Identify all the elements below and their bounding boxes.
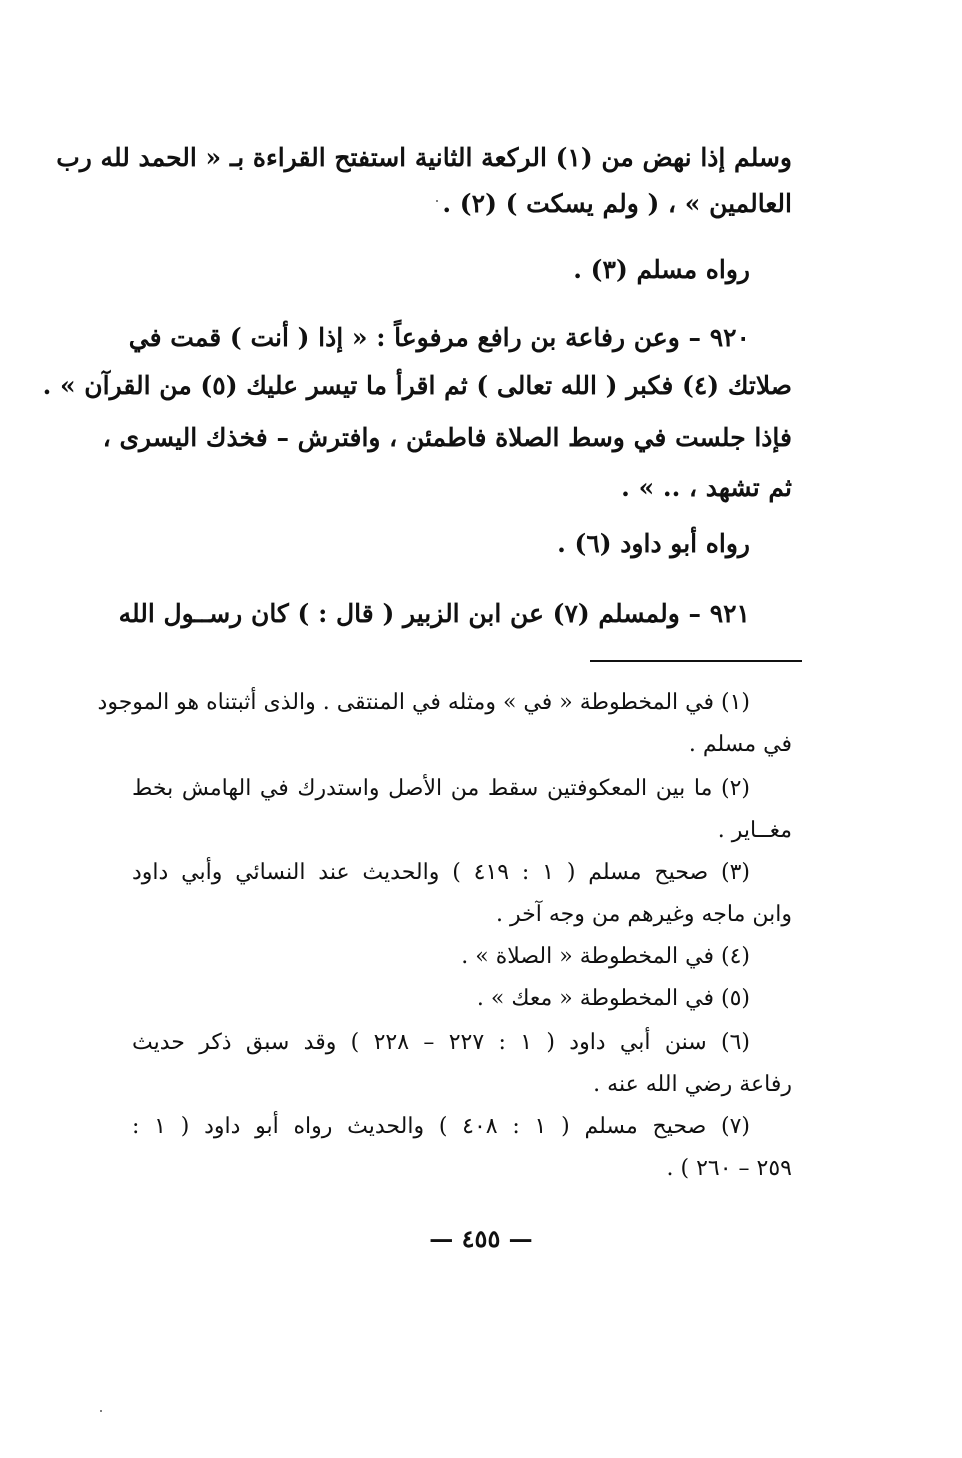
footnote-7-line-2: ٢٥٩ – ٢٦٠ ) . — [666, 1156, 792, 1181]
footnote-1-line-2: في مسلم . — [688, 732, 792, 757]
footnote-7-line-1: (٧) صحيح مسلم ( ١ : ٤٠٨ ) والحديث رواه أبو داود ( ١ : — [132, 1114, 751, 1139]
footnote-4: (٤) في المخطوطة « الصلاة » . — [461, 944, 750, 969]
main-text-line-2: العالمين » ، ( ولم يسكت ) (٢) . — [442, 189, 792, 218]
footnote-6-line-2: رفاعة رضي الله عنه . — [593, 1072, 792, 1097]
hadith-920-line-3: فإذا جلست في وسط الصلاة فاطمئن ، وافترش – فخذك اليسرى ، — [102, 423, 792, 452]
footnote-2-line-1: (٢) ما بين المعكوفتين سقط من الأصل واستدرك في الهامش بخط — [132, 776, 750, 801]
hadith-920-line-2: صلاتك (٤) فكبر ( الله تعالى ) ثم اقرأ ما تيسر عليك (٥) من القرآن » . — [42, 371, 792, 400]
footnote-2-line-2: مغــاير . — [717, 818, 792, 843]
footnote-5: (٥) في المخطوطة « معك » . — [476, 986, 750, 1011]
footnote-3-line-1: (٣) صحيح مسلم ( ١ : ٤١٩ ) والحديث عند النسائي وأبي داود — [132, 860, 750, 885]
footnote-1-line-1: (١) في المخطوطة « في » ومثله في المنتقى . والذى أثبتناه هو الموجود — [97, 690, 750, 715]
scan-speck — [436, 200, 438, 202]
narration-source-line-2: رواه أبو داود (٦) . — [557, 529, 750, 558]
scan-speck — [100, 1410, 102, 1412]
page-number: — ٤٥٥ — — [429, 1224, 533, 1253]
hadith-921-line-1: ٩٢١ – ولمسلم (٧) عن ابن الزبير ( قال : ) كان رســول الله — [118, 599, 750, 628]
footnote-divider — [590, 660, 802, 662]
hadith-920-line-1: ٩٢٠ – وعن رفاعة بن رافع مرفوعاً : « إذا ( أنت ) قمت في — [128, 323, 750, 352]
hadith-920-line-4: ثم تشهد ، .. » . — [621, 473, 792, 502]
narration-source-line: رواه مسلم (٣) . — [573, 255, 750, 284]
footnote-3-line-2: وابن ماجه وغيرهم من وجه آخر . — [496, 902, 792, 927]
footnote-6-line-1: (٦) سنن أبي داود ( ١ : ٢٢٧ – ٢٢٨ ) وقد سبق ذكر حديث — [132, 1030, 750, 1055]
main-text-line-1: وسلم إذا نهض من (١) الركعة الثانية استفتح القراءة بـ « الحمد لله رب — [56, 143, 792, 172]
